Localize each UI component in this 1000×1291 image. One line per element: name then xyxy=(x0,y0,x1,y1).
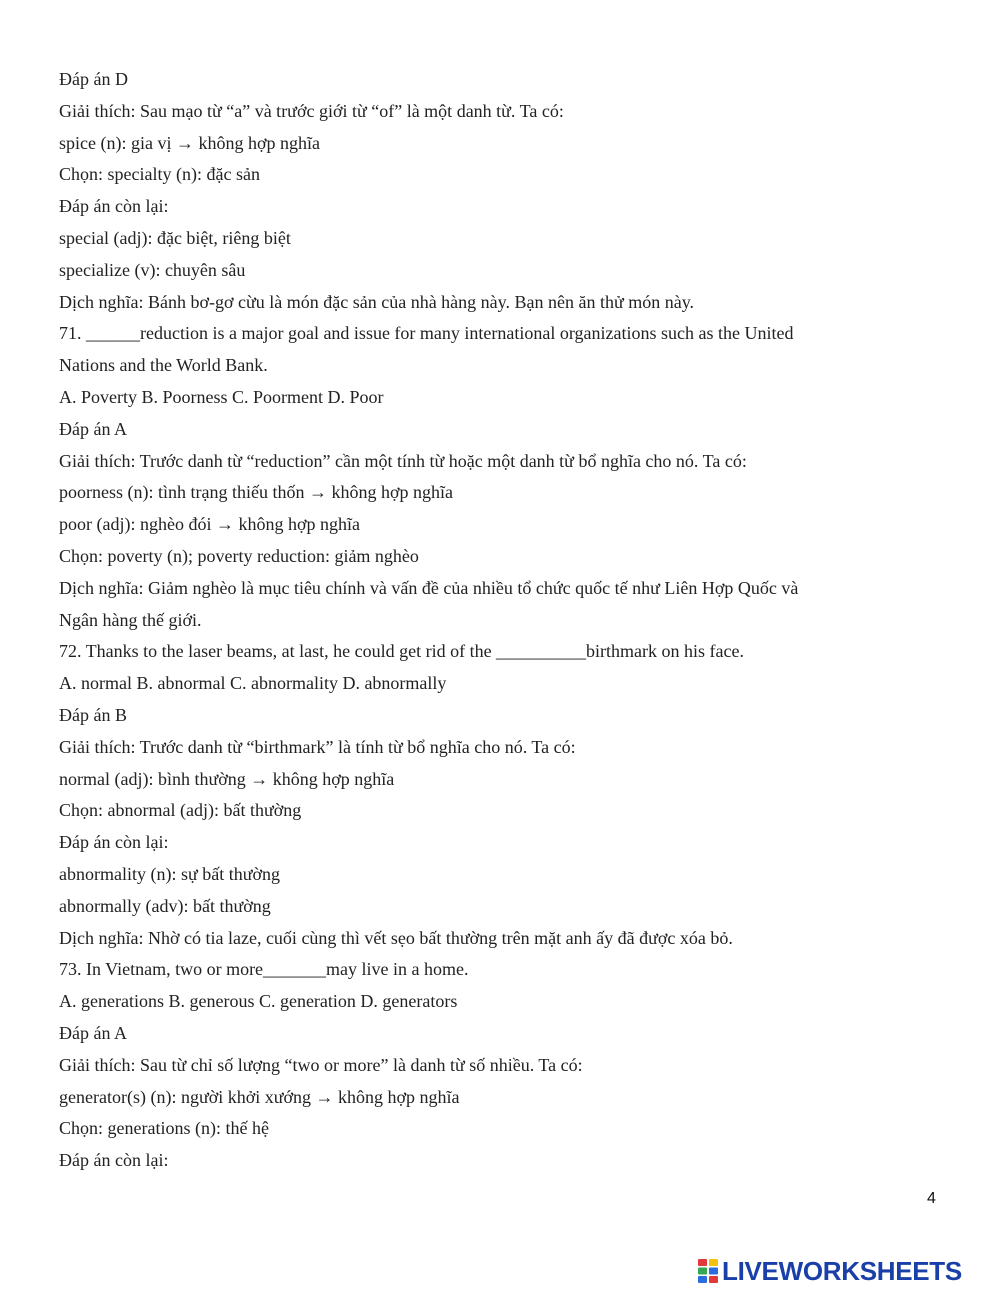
text-line: Đáp án còn lại: xyxy=(59,196,169,217)
text-line: spice (n): gia vị → không hợp nghĩa xyxy=(59,132,320,153)
text-line: Giải thích: Sau mạo từ “a” và trước giới từ “of” là một danh từ. Ta có: xyxy=(59,100,564,121)
options-72: A. normal B. abnormal C. abnormality D. abnormally xyxy=(59,673,447,694)
options-71: A. Poverty B. Poorness C. Poorment D. Poor xyxy=(59,386,384,407)
text-line: Giải thích: Sau từ chỉ số lượng “two or more” là danh từ số nhiều. Ta có: xyxy=(59,1054,583,1075)
text-line: Giải thích: Trước danh từ “birthmark” là tính từ bổ nghĩa cho nó. Ta có: xyxy=(59,736,576,757)
text-line: Dịch nghĩa: Bánh bơ-gơ cừu là món đặc sản của nhà hàng này. Bạn nên ăn thử món này. xyxy=(59,291,695,312)
text-line: special (adj): đặc biệt, riêng biệt xyxy=(59,227,291,248)
text-line: Đáp án còn lại: xyxy=(59,832,169,853)
text-line: Đáp án A xyxy=(59,1022,127,1043)
question-72: 72. Thanks to the laser beams, at last, he could get rid of the __________birthmark on his face. xyxy=(59,641,745,662)
question-73: 73. In Vietnam, two or more_______may live in a home. xyxy=(59,959,469,980)
text-line: poorness (n): tình trạng thiếu thốn → không hợp nghĩa xyxy=(59,482,453,503)
text-line: abnormally (adv): bất thường xyxy=(59,895,271,916)
text-line: Dịch nghĩa: Nhờ có tia laze, cuối cùng thì vết sẹo bất thường trên mặt anh ấy đã được xóa bỏ. xyxy=(59,927,733,948)
text-line: normal (adj): bình thường → không hợp nghĩa xyxy=(59,768,395,789)
text-line: Dịch nghĩa: Giảm nghèo là mục tiêu chính và vấn đề của nhiều tổ chức quốc tế như Liên Hợp Quốc và xyxy=(59,577,799,598)
text-line: abnormality (n): sự bất thường xyxy=(59,863,280,884)
text-line: Chọn: generations (n): thế hệ xyxy=(59,1118,269,1139)
text-line: Đáp án A xyxy=(59,418,127,439)
text-line: Chọn: specialty (n): đặc sản xyxy=(59,164,260,185)
liveworksheets-brand xyxy=(698,1256,962,1286)
text-line: Đáp án D xyxy=(59,69,128,89)
text-line: poor (adj): nghèo đói → không hợp nghĩa xyxy=(59,514,360,535)
text-line: Chọn: poverty (n); poverty reduction: giảm nghèo xyxy=(59,545,419,566)
question-71: 71. ______reduction is a major goal and issue for many international organizations such as the United xyxy=(59,323,794,344)
brand-name: LIVEWORKSHEETS xyxy=(722,1256,962,1286)
text-line: Đáp án B xyxy=(59,704,127,725)
page-number: 4 xyxy=(927,1190,936,1207)
text-line: Chọn: abnormal (adj): bất thường xyxy=(59,800,302,821)
text-line: Đáp án còn lại: xyxy=(59,1150,169,1171)
options-73: A. generations B. generous C. generation D. generators xyxy=(59,991,458,1012)
text-line: generator(s) (n): người khởi xướng → không hợp nghĩa xyxy=(59,1086,460,1107)
text-line: Giải thích: Trước danh từ “reduction” cần một tính từ hoặc một danh từ bổ nghĩa cho nó. Ta có: xyxy=(59,450,747,471)
text-line: Nations and the World Bank. xyxy=(59,355,268,376)
liveworksheets-logo-icon xyxy=(698,1259,718,1283)
answer-key-text xyxy=(59,64,939,1177)
text-line: Ngân hàng thế giới. xyxy=(59,609,202,630)
text-line: specialize (v): chuyên sâu xyxy=(59,259,246,280)
